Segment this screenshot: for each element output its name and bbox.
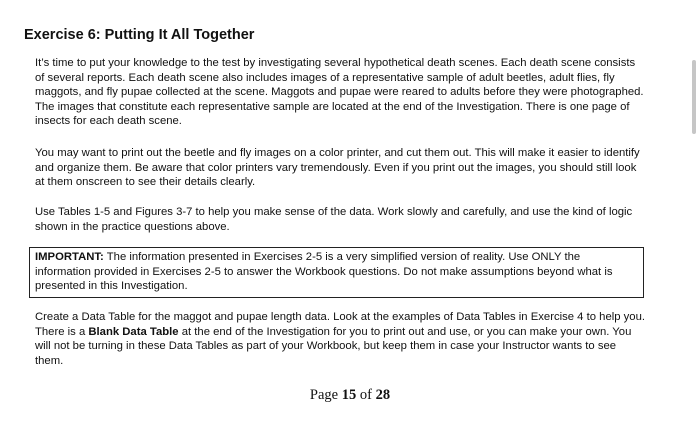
total-pages-number: 28 bbox=[375, 387, 391, 403]
printing-paragraph: You may want to print out the beetle and fly images on a color printer, and cut them out. This will make it easier to identify and organize them. Be aware that color printers vary tremendously. Even if you print out the images, you should still look at them onscreen to see their details clearly. bbox=[35, 147, 640, 189]
tables-paragraph: Use Tables 1-5 and Figures 3-7 to help you make sense of the data. Work slowly and carefully, and use the kind of logic shown in the practice questions above. bbox=[35, 206, 633, 233]
scrollbar-thumb[interactable] bbox=[692, 60, 696, 134]
page-number-footer bbox=[0, 387, 700, 404]
current-page-number: 15 bbox=[341, 387, 357, 403]
data-table-text-before: Create a Data Table for the maggot and pupae length data. Look at the examples of Data Tables in Exercise 4 to help you. There is a bbox=[35, 311, 646, 338]
intro-paragraph: It’s time to put your knowledge to the test by investigating several hypothetical death scenes. Each death scene consists of several reports. Each death scene also includes images of a representative sample of adult beetles, adult flies, fly maggots, and fly pupae collected at the scene. Maggots and pupae were reared to adults before they were photographed. The images that constitute each representative sample are located at the end of the Investigation. There is one page of insects for each death scene. bbox=[35, 57, 644, 128]
data-table-text-after: at the end of the Investigation for you to print out and use, or you can make your own. You will not be turning in these Data Tables as part of your Workbook, but keep them in case your Instructor wants to see them. bbox=[35, 325, 632, 367]
blank-data-table-emphasis: Blank Data Table bbox=[88, 325, 179, 338]
page-label: Page bbox=[309, 387, 342, 403]
of-label: of bbox=[356, 387, 376, 403]
important-label: IMPORTANT: bbox=[35, 251, 104, 263]
data-table-paragraph bbox=[35, 310, 647, 368]
page-title: Exercise 6: Putting It All Together bbox=[24, 27, 255, 43]
important-text: The information presented in Exercises 2-5 is a very simplified version of reality. Use ONLY the information provided in Exercises 2-5 to answer the Workbook questions. Do not make assumptions beyond what is presented in this Investigation. bbox=[35, 251, 613, 293]
important-notice-box bbox=[29, 247, 644, 298]
